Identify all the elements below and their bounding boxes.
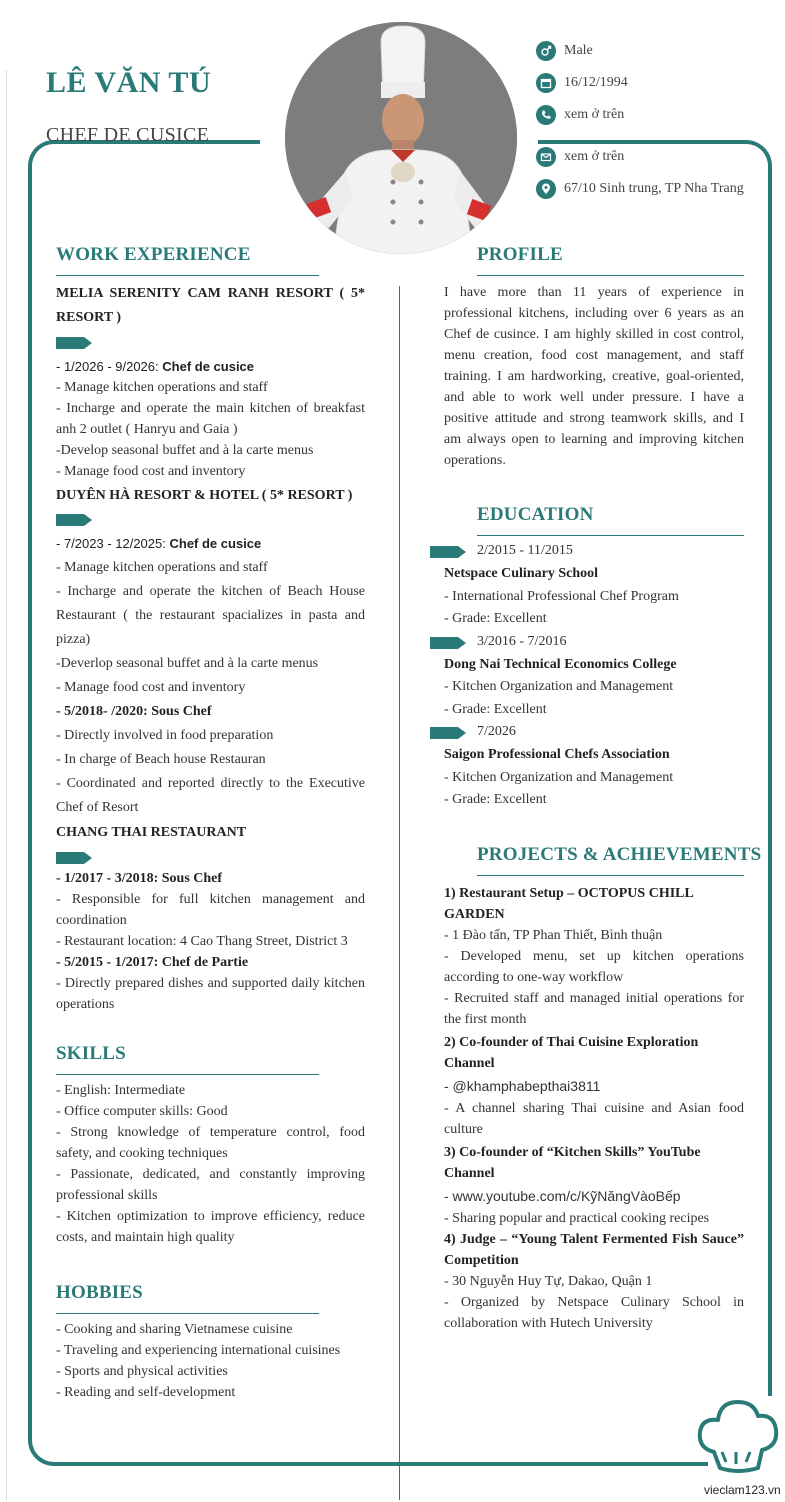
job-item: - Incharge and operate the kitchen of Beach House Restaurant ( the restaurant spacializes in pasta and pizza) [56,584,365,647]
arrow-icon [56,514,92,526]
frame-top-left [28,140,260,200]
job-period: - 1/2017 - 3/2018: Sous Chef [56,871,223,886]
arrow-row [56,508,365,532]
project-item: - A channel sharing Thai cuisine and Asian food culture [444,1101,744,1137]
projects-heading: PROJECTS & ACHIEVEMENTS [477,844,762,865]
hobby-item: - Sports and physical activities [56,1364,228,1379]
job-item: - Restaurant location: 4 Cao Thang Street, District 3 [56,934,348,949]
candidate-name: LÊ VĂN TÚ [46,66,212,99]
skill-item: - English: Intermediate [56,1083,186,1098]
work-experience-heading: WORK EXPERIENCE [56,244,251,265]
education-list [430,540,750,812]
job-period: - 1/2026 - 9/2026: Chef de cusice [56,359,255,374]
project-title: 2) Co-founder of Thai Cuisine Exploration Channel [444,1035,699,1071]
project-title: 4) Judge – “Young Talent Fermented Fish Sauce” Competition [444,1232,744,1268]
job-item: - Directly involved in food preparation [56,728,274,743]
contact-dob [536,72,628,94]
project-item: - Sharing popular and practical cooking recipes [444,1211,710,1226]
company-name: MELIA SERENITY CAM RANH RESORT ( 5* RESORT ) [56,286,365,325]
education-grade: - Grade: Excellent [444,792,547,807]
project-item: - 30 Nguyễn Huy Tự, Dakao, Quận 1 [444,1274,653,1289]
arrow-icon [56,337,92,349]
location-icon [536,179,556,199]
brand-watermark: vieclam123.vn [704,1483,781,1497]
skills-heading: SKILLS [56,1043,126,1064]
job-sub-period: - 5/2018- /2020: Sous Chef [56,704,212,719]
gender-icon [536,41,556,61]
email-text[interactable]: xem ở trên [564,149,625,164]
education-entry-header [430,721,750,744]
job-item: -Deverlop seasonal buffet and à la carte menus [56,656,319,671]
profile-underline [477,275,744,276]
education-school: Saigon Professional Chefs Association [444,747,670,762]
dob-text: 16/12/1994 [564,75,628,90]
arrow-row [56,330,365,356]
frame-bottom [28,1420,708,1466]
work-experience-column [56,282,365,1015]
job-period-dates: - 1/2026 - 9/2026 [56,359,156,374]
skill-item: - Office computer skills: Good [56,1104,228,1119]
job-role: Chef de cusice [162,359,255,374]
company-name: DUYÊN HÀ RESORT & HOTEL ( 5* RESORT ) [56,488,353,503]
skill-item: - Kitchen optimization to improve efficiency, reduce costs, and maintain high quality [56,1209,365,1245]
arrow-icon [56,852,92,864]
education-entry-header [430,540,750,563]
job-period: - 7/2023 - 12/2025: Chef de cusice [56,536,262,551]
hobbies-heading: HOBBIES [56,1282,143,1303]
job-items [56,556,365,820]
company-name: CHANG THAI RESTAURANT [56,825,247,840]
job-item: - Manage food cost and inventory [56,680,246,695]
arrow-icon [430,727,466,739]
frame-right [768,196,772,1396]
education-program: - Kitchen Organization and Management [444,679,674,694]
job-item: - Coordinated and reported directly to the Executive Chef of Resort [56,776,365,815]
education-grade: - Grade: Excellent [444,701,547,717]
projects-underline [477,875,744,876]
education-period: 3/2016 - 7/2016 [477,633,567,649]
education-school: Netspace Culinary School [444,566,598,581]
skill-item: - Strong knowledge of temperature control, food safety, and cooking techniques [56,1125,365,1161]
phone-icon [536,105,556,125]
education-period: 2/2015 - 11/2015 [477,543,573,558]
arrow-icon [430,637,466,649]
calendar-icon [536,73,556,93]
education-grade: - Grade: Excellent [444,611,547,626]
skills-list [56,1080,365,1248]
project-item: - Organized by Netspace Culinary School in collaboration with Hutech University [444,1295,744,1331]
contact-gender [536,40,593,62]
education-program: - International Professional Chef Program [444,588,679,604]
hobby-item: - Cooking and sharing Vietnamese cuisine [56,1322,293,1337]
job-item: - In charge of Beach house Restauran [56,752,266,767]
project-handle[interactable]: - @khamphabepthai3811 [444,1078,601,1094]
job-item: - Incharge and operate the main kitchen of breakfast anh 2 outlet ( Hanryu and Gaia ) [56,401,365,437]
contact-address [536,178,744,200]
arrow-row [56,846,365,868]
phone-text[interactable]: xem ở trên [564,107,625,122]
profile-photo [285,22,517,254]
skills-underline [56,1074,319,1075]
job-title: CHEF DE CUSICE [46,124,210,146]
profile-text: I have more than 11 years of experience in professional kitchens, including over 6 years as an Chef de cusince. I am highly skilled in cost control, menu creation, food cost management, and staff training. I am hardworking, creative, goal-oriented, and able to work well under pressure. I have a positive attitude and strong teamwork skills, and I am always open to learning and improving kitchen operations. [444,285,744,468]
skill-item: - Passionate, dedicated, and constantly improving professional skills [56,1167,365,1203]
chef-portrait-image [285,22,517,254]
hobby-item: - Traveling and experiencing international cuisines [56,1343,341,1358]
job-item: -Develop seasonal buffet and à la carte menus [56,443,314,458]
education-school: Dong Nai Technical Economics College [444,656,677,672]
job-item: - Responsible for full kitchen management and coordination [56,892,365,928]
profile-heading: PROFILE [477,244,563,265]
work-experience-underline [56,275,319,276]
hobby-item: - Reading and self-development [56,1385,236,1400]
email-icon [536,147,556,167]
hobbies-list [56,1319,365,1403]
contact-email [536,146,624,168]
page-edge [6,70,7,1500]
arrow-icon [430,546,466,558]
job-role: Chef de cusice [169,536,262,551]
project-title: 1) Restaurant Setup – OCTOPUS CHILL GARDEN [444,886,694,922]
chef-hat-logo-icon [692,1388,782,1478]
gender-text: Male [564,43,593,58]
projects-list [444,883,744,1334]
education-period: 7/2026 [477,724,516,739]
frame-left [28,196,32,1436]
project-item: - Recruited staff and managed initial operations for the first month [444,991,744,1027]
education-underline [477,535,744,536]
job-item: - Manage kitchen operations and staff [56,380,268,395]
education-program: - Kitchen Organization and Management [444,769,674,785]
project-title: 3) Co-founder of “Kitchen Skills” YouTube Channel [444,1145,701,1181]
job-item: - Manage kitchen operations and staff [56,560,268,575]
hobbies-underline [56,1313,319,1314]
education-heading: EDUCATION [477,504,594,525]
project-item: - 1 Đào tấn, TP Phan Thiết, Bình thuận [444,928,663,943]
project-item: - Developed menu, set up kitchen operations according to one-way workflow [444,949,744,985]
job-item: - Manage food cost and inventory [56,464,246,479]
job-item: - Directly prepared dishes and supported daily kitchen operations [56,976,365,1012]
address-text: 67/10 Sinh trung, TP Nha Trang [564,181,744,196]
job-sub-period: - 5/2015 - 1/2017: Chef de Partie [56,955,249,970]
job-period-dates: - 7/2023 - 12/2025 [56,536,163,551]
project-url-link[interactable]: - www.youtube.com/c/KỹNăngVàoBếp [444,1188,681,1204]
column-divider [399,286,400,1500]
contact-phone [536,104,624,126]
education-entry-header [430,631,750,654]
